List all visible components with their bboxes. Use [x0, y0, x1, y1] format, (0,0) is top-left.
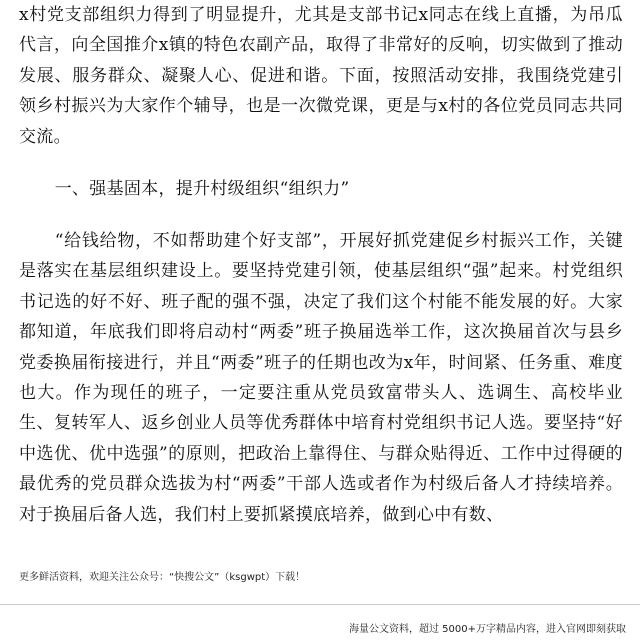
footer-divider [0, 604, 640, 605]
paragraph-section-1: “给钱给物，不如帮助建个好支部”，开展好抓党建促乡村振兴工作，关键是落实在基层组织建设上。要坚持党建引领，使基层组织“强”起来。村党组织书记选的好不好、班子配的强不强，决定了我们这个村能不能发展的好。大家都知道，年底我们即将启动村“两委”班子换届选举工作，这次换届首次与县乡党委换届衔接进行，并且“两委”班子的任期也改为x年，时间紧、任务重、难度也大。作为现任的班子，一定要注重从党员致富带头人、选调生、高校毕业生、复转军人、返乡创业人员等优秀群体中培育村党组织书记人选。要坚持“好中选优、优中选强”的原则，把政治上靠得住、与群众贴得近、工作中过得硬的最优秀的党员群众选拔为村“两委”干部人选或者作为村级后备人才持续培养。对于换届后备人选，我们村上要抓紧摸底培养，做到心中有数、 [19, 231, 623, 525]
bottom-banner: 海量公文资料，超过 5000+万字精品内容，进入官网即刻获取 [348, 624, 626, 635]
paragraph-intro: x村党支部组织力得到了明显提升，尤其是支部书记x同志在线上直播，为吊瓜代言，向全国推介x镇的特色农副产品，取得了非常好的反响，切实做到了推动发展、服务群众、凝聚人心、促进和谐。下面，按照活动安排，我围绕党建引领乡村振兴为大家作个辅导，也是一次微党课，更是与x村的各位党员同志共同交流。 [19, 5, 623, 147]
footer-note: 更多鲜活资料，欢迎关注公众号：“快搜公文”（ksgwpt）下载！ [19, 572, 306, 583]
document-body [19, 0, 623, 530]
section-heading: 一、强基固本，提升村级组织“组织力” [54, 179, 350, 200]
